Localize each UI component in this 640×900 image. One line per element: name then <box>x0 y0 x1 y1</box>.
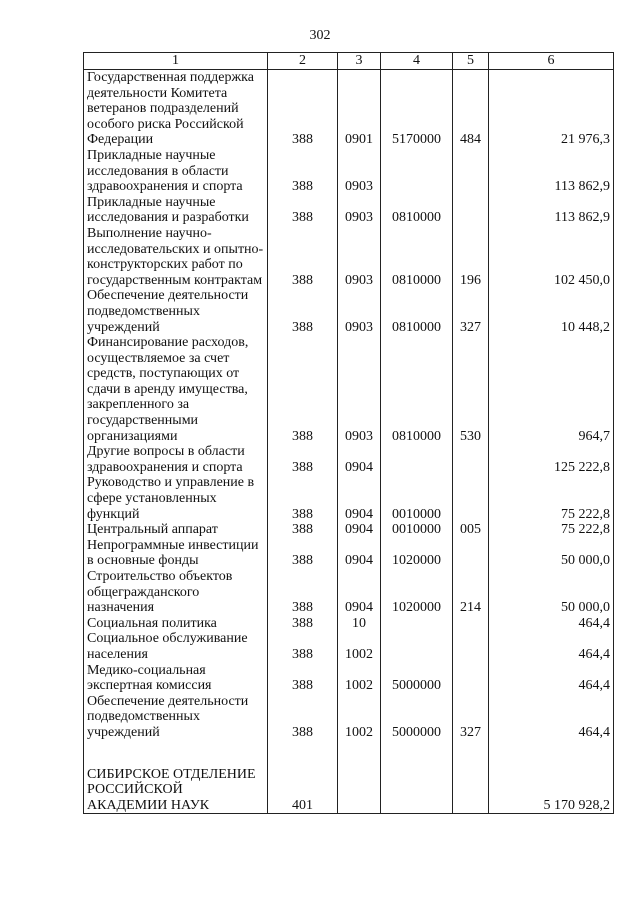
cell-section-code: 1002 <box>338 663 381 694</box>
cell-item-name: Обеспечение деятельности подведомственных учреждений <box>84 288 268 335</box>
cell-owner-code: 388 <box>268 694 338 741</box>
cell-item-name: Социальное обслуживание населения <box>84 631 268 662</box>
cell-target-code <box>381 616 453 632</box>
cell-item-name: Прикладные научные исследования и разработки <box>84 195 268 226</box>
cell-section-code: 1002 <box>338 694 381 741</box>
spacer-cell <box>453 741 489 767</box>
cell-item-name: СИБИРСКОЕ ОТДЕЛЕНИЕ РОССИЙСКОЙ АКАДЕМИИ НАУК <box>84 767 268 814</box>
table-row <box>84 335 614 444</box>
cell-section-code: 0904 <box>338 444 381 475</box>
cell-section-code <box>338 767 381 814</box>
cell-item-name: Финансирование расходов, осуществляемое за счет средств, поступающих от сдачи в аренду имущества, закрепленного за государственными организациями <box>84 335 268 444</box>
cell-owner-code: 388 <box>268 288 338 335</box>
cell-owner-code: 388 <box>268 195 338 226</box>
cell-amount: 113 862,9 <box>489 195 614 226</box>
spacer-cell <box>84 741 268 767</box>
cell-amount: 50 000,0 <box>489 538 614 569</box>
table-row <box>84 767 614 814</box>
header-col-6: 6 <box>489 53 614 70</box>
cell-owner-code: 388 <box>268 148 338 195</box>
cell-expense-type <box>453 767 489 814</box>
cell-owner-code: 401 <box>268 767 338 814</box>
table-row <box>84 70 614 148</box>
cell-expense-type: 005 <box>453 522 489 538</box>
cell-target-code: 1020000 <box>381 569 453 616</box>
cell-section-code: 0903 <box>338 195 381 226</box>
cell-owner-code: 388 <box>268 569 338 616</box>
cell-item-name: Непрограммные инвестиции в основные фонды <box>84 538 268 569</box>
cell-section-code: 0904 <box>338 475 381 522</box>
cell-owner-code: 388 <box>268 444 338 475</box>
page-number: 302 <box>309 28 331 43</box>
cell-target-code: 0810000 <box>381 226 453 288</box>
cell-expense-type: 196 <box>453 226 489 288</box>
spacer-cell <box>489 741 614 767</box>
cell-amount: 464,4 <box>489 663 614 694</box>
cell-target-code <box>381 631 453 662</box>
cell-target-code: 0010000 <box>381 522 453 538</box>
cell-expense-type <box>453 538 489 569</box>
cell-amount: 75 222,8 <box>489 475 614 522</box>
spacer-cell <box>381 741 453 767</box>
cell-owner-code: 388 <box>268 538 338 569</box>
cell-amount: 113 862,9 <box>489 148 614 195</box>
cell-item-name: Медико-социальная экспертная комиссия <box>84 663 268 694</box>
cell-expense-type: 214 <box>453 569 489 616</box>
header-col-5: 5 <box>453 53 489 70</box>
cell-section-code: 1002 <box>338 631 381 662</box>
header-col-4: 4 <box>381 53 453 70</box>
spacer-cell <box>338 741 381 767</box>
cell-target-code: 0810000 <box>381 288 453 335</box>
cell-expense-type: 327 <box>453 288 489 335</box>
table-row <box>84 569 614 616</box>
cell-item-name: Государственная поддержка деятельности Комитета ветеранов подразделений особого риска Российской Федерации <box>84 70 268 148</box>
cell-amount: 964,7 <box>489 335 614 444</box>
budget-table <box>83 52 614 814</box>
cell-target-code: 0810000 <box>381 335 453 444</box>
cell-amount: 125 222,8 <box>489 444 614 475</box>
table-row <box>84 288 614 335</box>
cell-item-name: Центральный аппарат <box>84 522 268 538</box>
cell-item-name: Обеспечение деятельности подведомственных учреждений <box>84 694 268 741</box>
cell-amount: 102 450,0 <box>489 226 614 288</box>
cell-target-code: 1020000 <box>381 538 453 569</box>
cell-item-name: Прикладные научные исследования в области здравоохранения и спорта <box>84 148 268 195</box>
header-col-2: 2 <box>268 53 338 70</box>
cell-owner-code: 388 <box>268 663 338 694</box>
table-row <box>84 522 614 538</box>
table-row <box>84 616 614 632</box>
cell-section-code: 0904 <box>338 522 381 538</box>
cell-amount: 10 448,2 <box>489 288 614 335</box>
cell-expense-type <box>453 631 489 662</box>
cell-section-code: 0904 <box>338 538 381 569</box>
header-row <box>84 53 614 70</box>
table-body <box>84 70 614 814</box>
cell-owner-code: 388 <box>268 522 338 538</box>
table-row <box>84 195 614 226</box>
cell-target-code: 5170000 <box>381 70 453 148</box>
table-row <box>84 148 614 195</box>
table-row <box>84 444 614 475</box>
header-col-3: 3 <box>338 53 381 70</box>
cell-owner-code: 388 <box>268 631 338 662</box>
cell-section-code: 0903 <box>338 288 381 335</box>
cell-section-code: 10 <box>338 616 381 632</box>
table-row <box>84 694 614 741</box>
cell-target-code <box>381 148 453 195</box>
cell-expense-type <box>453 444 489 475</box>
cell-item-name: Другие вопросы в области здравоохранения и спорта <box>84 444 268 475</box>
cell-expense-type <box>453 663 489 694</box>
cell-owner-code: 388 <box>268 335 338 444</box>
table-row <box>84 631 614 662</box>
table-row <box>84 538 614 569</box>
cell-target-code: 5000000 <box>381 694 453 741</box>
cell-owner-code: 388 <box>268 70 338 148</box>
cell-target-code <box>381 444 453 475</box>
cell-item-name: Руководство и управление в сфере установленных функций <box>84 475 268 522</box>
cell-item-name: Выполнение научно-исследовательских и опытно-конструкторских работ по государственным контрактам <box>84 226 268 288</box>
cell-expense-type <box>453 616 489 632</box>
cell-amount: 21 976,3 <box>489 70 614 148</box>
cell-item-name: Социальная политика <box>84 616 268 632</box>
cell-expense-type <box>453 148 489 195</box>
cell-item-name: Строительство объектов общегражданского назначения <box>84 569 268 616</box>
header-col-1: 1 <box>84 53 268 70</box>
cell-section-code: 0903 <box>338 148 381 195</box>
table-row <box>84 663 614 694</box>
spacer-row <box>84 741 614 767</box>
cell-section-code: 0904 <box>338 569 381 616</box>
cell-target-code <box>381 767 453 814</box>
cell-target-code: 5000000 <box>381 663 453 694</box>
cell-expense-type: 484 <box>453 70 489 148</box>
cell-target-code: 0010000 <box>381 475 453 522</box>
table-row <box>84 475 614 522</box>
spacer-cell <box>268 741 338 767</box>
cell-expense-type: 327 <box>453 694 489 741</box>
cell-expense-type <box>453 475 489 522</box>
cell-target-code: 0810000 <box>381 195 453 226</box>
cell-amount: 464,4 <box>489 616 614 632</box>
table-row <box>84 226 614 288</box>
cell-owner-code: 388 <box>268 475 338 522</box>
cell-amount: 75 222,8 <box>489 522 614 538</box>
cell-section-code: 0903 <box>338 335 381 444</box>
cell-amount: 50 000,0 <box>489 569 614 616</box>
cell-expense-type <box>453 195 489 226</box>
cell-expense-type: 530 <box>453 335 489 444</box>
cell-amount: 5 170 928,2 <box>489 767 614 814</box>
cell-owner-code: 388 <box>268 226 338 288</box>
cell-amount: 464,4 <box>489 631 614 662</box>
cell-section-code: 0903 <box>338 226 381 288</box>
cell-section-code: 0901 <box>338 70 381 148</box>
cell-amount: 464,4 <box>489 694 614 741</box>
cell-owner-code: 388 <box>268 616 338 632</box>
